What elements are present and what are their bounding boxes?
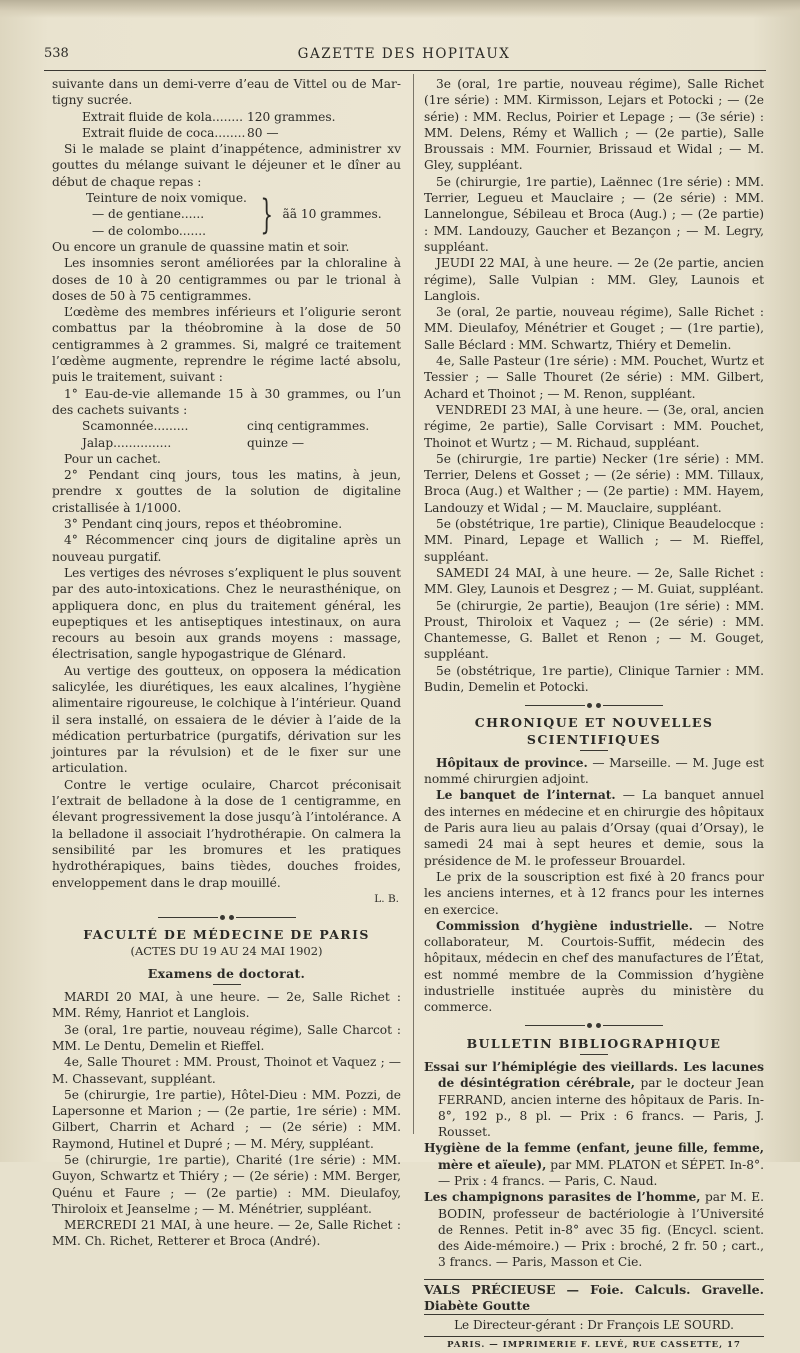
- section-title-chronique: CHRONIQUE ET NOUVELLES SCIENTIFIQUES: [474, 715, 714, 747]
- paragraph: suivante dans un demi-verre d’eau de Vittel ou de Mar-tigny sucrée.: [52, 77, 401, 108]
- bibliography-item: [424, 1140, 764, 1189]
- paragraph: Contre le vertige oculaire, Charcot préconisait l’extrait de belladone à la dose de 1 centigramme, en élevant progressivement la dose jusqu’à l’intolérance. A la belladone il associait l’hydrothérapie. On calmera la sensibilité par les bromures et les pratiques hydrothérapiques, bains tièdes, douches froides, enveloppement dans le drap mouillé.: [52, 777, 401, 890]
- tincture-list: [86, 190, 256, 239]
- paragraph: 4° Récommencer cinq jours de digitaline après un nouveau purgatif.: [52, 533, 401, 564]
- left-column: [52, 76, 401, 1250]
- news-item: [424, 755, 764, 788]
- prescription-line: [52, 109, 401, 125]
- tincture-line: — de gentiane......: [92, 207, 205, 222]
- book-details: par le docteur Jean FERRAND, ancien interne des hôpitaux de Paris. In-8°, 192 p., 8 pl. — Prix : 6 francs. — Paris, J. Rousset.: [438, 1076, 764, 1140]
- news-heading: Hôpitaux de province.: [436, 755, 588, 770]
- exam-entry: 3e (oral, 1re partie, nouveau régime), Salle Charcot : MM. Le Dentu, Demelin et Rieffel.: [52, 1022, 401, 1053]
- exam-entry: JEUDI 22 MAI, à une heure. — 2e (2e partie, ancien régime), Salle Vulpian : MM. Gley, Launois et Langlois.: [424, 256, 764, 303]
- exam-entry: 5e (chirurgie, 2e partie), Beaujon (1re série) : MM. Proust, Thiroloix et Vaquez ; — (2e série) : MM. Chantemesse, G. Ballet et Renon ; — M. Gouget, suppléant.: [424, 598, 764, 662]
- journal-title: GAZETTE DES HOPITAUX: [297, 46, 511, 62]
- column-divider: [413, 74, 414, 1134]
- exam-entry: VENDREDI 23 MAI, à une heure. — (3e, oral, ancien régime, 2e partie), Salle Corvisart : MM. Pouchet, Thoinot et Wurtz ; — M. Richaud, suppléant.: [424, 402, 764, 450]
- exam-entry: 4e, Salle Thouret : MM. Proust, Thoinot et Vaquez ; — M. Chassevant, suppléant.: [52, 1055, 401, 1086]
- exam-entry: 5e (chirurgie, 1re partie), Laënnec (1re série) : MM. Terrier, Legueu et Mauclaire ; — (2e série) : MM. Lannelongue, Sébileau et Broca (Aug.) ; — (2e partie) : MM. Landouzy, Gaucher et Bezançon ; — M. Legry, suppléant.: [424, 174, 764, 254]
- drug-name: Extrait fluide de coca........: [82, 125, 246, 140]
- footer-rule: [424, 1279, 764, 1280]
- director-line: Le Directeur-gérant : Dr François LE SOURD.: [424, 1314, 764, 1336]
- page-header: [44, 46, 764, 66]
- book-title: Essai sur l’hémiplégie des vieillards. Les lacunes de désintégration cérébrale,: [424, 1059, 764, 1091]
- exam-entry: 5e (obstétrique, 1re partie), Clinique Tarnier : MM. Budin, Demelin et Potocki.: [424, 663, 764, 694]
- prescription-kola: [52, 109, 401, 142]
- drug-dose: 80 —: [247, 125, 279, 140]
- tincture-line: — de colombo.......: [92, 223, 206, 238]
- exam-entry: 4e, Salle Pasteur (1re série) : MM. Pouchet, Wurtz et Tessier ; — Salle Thouret (2e série) : MM. Gilbert, Achard et Thoinot ; — M. Renon, suppléant.: [424, 354, 764, 401]
- news-item: [424, 787, 764, 868]
- exam-entry: MARDI 20 MAI, à une heure. — 2e, Salle Richet : MM. Rémy, Hanriot et Langlois.: [52, 990, 401, 1021]
- drug-name: Extrait fluide de kola........: [82, 109, 243, 124]
- prescription-line: [52, 435, 401, 451]
- paragraph: Les vertiges des névroses s’expliquent le plus souvent par des auto-intoxications. Chez le neurasthénique, on appliquera donc, en plus du traitement général, les eupeptiques et les antiseptiques intestinaux, on aura recours au besoin aux grands moyens : massage, électrisation, sangle hypogastrique de Glénard.: [52, 565, 401, 662]
- book-details: par MM. PLATON et SÉPET. In-8°. — Prix : 4 francs. — Paris, C. Naud.: [438, 1157, 764, 1188]
- paragraph: Au vertige des goutteux, on opposera la médication salicylée, les diurétiques, les eaux alcalines, l’hygiène alimentaire rigoureuse, le colchique à l’intérieur. Quand il sera installé, on essaiera de le dévier à l’aide de la médication perturbatrice (purgatifs, dérivation sur les jointures par la révulsion) et de le fixer sur une articulation.: [52, 663, 401, 776]
- exam-entry: 5e (chirurgie, 1re partie), Charité (1re série) : MM. Guyon, Schwartz et Thiéry ; — (2e série) : MM. Berger, Quénu et Faure ; — (2e partie) : MM. Dieulafoy, Thiroloix et Jeanselme ; — M. Ménétrier, suppléant.: [52, 1153, 401, 1216]
- tincture-dose: ãã 10 grammes.: [282, 207, 382, 222]
- paragraph: 1° Eau-de-vie allemande 15 à 30 grammes, ou l’un des cachets suivants :: [52, 386, 401, 417]
- section-title-bulletin: BULLETIN BIBLIOGRAPHIQUE: [466, 1035, 722, 1051]
- right-column: [424, 76, 764, 1353]
- paragraph: Si le malade se plaint d’inappétence, administrer xv gouttes du mélange suivant le déjeuner et le dîner au début de chaque repas :: [52, 142, 401, 189]
- news-text: — Marseille. — M. Juge est nommé chirurgien adjoint.: [424, 755, 764, 787]
- prescription-tinctures: [52, 190, 401, 239]
- book-title: Les champignons parasites de l’homme,: [424, 1190, 701, 1205]
- short-rule: [580, 750, 608, 751]
- header-rule: [44, 70, 766, 71]
- exam-entry: 3e (oral, 1re partie, nouveau régime), Salle Richet (1re série) : MM. Kirmisson, Lejars et Potocki ; — (2e série) : MM. Reclus, Poirier et Lepage ; — (3e série) : MM. Delens, Rémy et Wallich ; — (2e partie), Salle Broussais : MM. Fournier, Brissaud et Widal ; — M. Gley, suppléant.: [424, 77, 764, 173]
- printer-imprint: PARIS. — IMPRIMERIE F. LEVÉ, RUE CASSETTE, 17: [447, 1339, 741, 1350]
- section-subtitle: (ACTES DU 19 AU 24 MAI 1902): [130, 944, 323, 959]
- paragraph: Pour un cachet.: [64, 451, 161, 466]
- exam-entry: MERCREDI 21 MAI, à une heure. — 2e, Salle Richet : MM. Ch. Richet, Retterer et Broca (André).: [52, 1218, 401, 1249]
- paragraph: L’œdème des membres inférieurs et l’oligurie seront combattus par la théobromine à la dose de 50 centigrammes à 2 grammes. Si, malgré ce traitement l’œdème augmente, reprendre le régime lacté absolu, puis le traitement, suivant :: [52, 305, 401, 385]
- paragraph: Les insomnies seront améliorées par la chloraline à doses de 10 à 20 centigrammes ou par le trional à doses de 50 à 75 centigrammes.: [52, 256, 401, 303]
- bibliography-item: [424, 1189, 764, 1270]
- drug-dose: cinq centigrammes.: [247, 419, 370, 434]
- drug-name: Jalap...............: [82, 435, 172, 450]
- prescription-cachets: [52, 418, 401, 451]
- exam-entry: SAMEDI 24 MAI, à une heure. — 2e, Salle Richet : MM. Gley, Launois et Desgrez ; — M. Guiat, suppléant.: [424, 565, 764, 597]
- section-title-faculte: FACULTÉ DE MÉDECINE DE PARIS: [83, 927, 370, 943]
- prescription-line: [52, 418, 401, 434]
- drug-dose: quinze —: [247, 435, 305, 450]
- exam-entry: 5e (chirurgie, 1re partie), Hôtel-Dieu : MM. Pozzi, de Lapersonne et Marion ; — (2e partie, 1re série) : MM. Gilbert, Charrin et Achard ; — (2e série) : MM. Raymond, Hutinel et Dupré ; — M. Méry, suppléant.: [52, 1087, 401, 1151]
- book-title: Hygiène de la femme (enfant, jeune fille, femme, mère et aïeule),: [424, 1141, 764, 1172]
- news-text: — La banquet annuel des internes en médecine et en chirurgie des hôpitaux de Paris aura lieu au palais d’Orsay (quai d’Orsay), le samedi 24 mai à sept heures et demie, sous la présidence de M. le professeur Brouardel.: [424, 788, 764, 868]
- news-heading: Commission d’hygiène industrielle.: [436, 918, 693, 933]
- exam-entry: 5e (chirurgie, 1re partie) Necker (1re série) : MM. Terrier, Delens et Gosset ; — (2e série) : MM. Tillaux, Broca (Aug.) et Walther ; — (2e partie) : MM. Hayem, Landouzy et Widal ; — M. Mauclaire, suppléant.: [424, 451, 764, 515]
- tincture-line: Teinture de noix vomique.: [86, 191, 247, 206]
- exam-entry: 5e (obstétrique, 1re partie), Clinique Beaudelocque : MM. Pinard, Lepage et Wallich ; — M. Rieffel, suppléant.: [424, 517, 764, 564]
- subsection-title: Examens de doctorat.: [147, 965, 306, 981]
- brace: }: [260, 191, 274, 238]
- paragraph: Ou encore un granule de quassine matin et soir.: [52, 239, 350, 254]
- news-item: [424, 918, 764, 1016]
- exam-entry: 3e (oral, 2e partie, nouveau régime), Salle Richet : MM. Dieulafoy, Ménétrier et Gouget ; — (1re partie), Salle Béclard : MM. Schwartz, Thiéry et Demelin.: [424, 305, 764, 352]
- news-heading: Le banquet de l’internat.: [436, 788, 616, 803]
- short-rule: [580, 1054, 608, 1055]
- news-text: — Notre collaborateur, M. Courtois-Suffit, médecin des hôpitaux, médecin en chef des manufactures de l’État, est nommé membre de la Commission d’hygiène industrielle instituée auprès du ministère du commerce.: [424, 918, 765, 1015]
- paragraph: 2° Pendant cinq jours, tous les matins, à jeun, prendre x gouttes de la solution de digitaline cristallisée à 1/1000.: [52, 468, 401, 515]
- signature: L. B.: [374, 892, 399, 905]
- drug-dose: 120 grammes.: [247, 109, 336, 124]
- paragraph: 3° Pendant cinq jours, repos et théobromine.: [64, 517, 343, 532]
- bibliography-item: [424, 1059, 764, 1140]
- advertisement: VALS PRÉCIEUSE — Foie. Calculs. Gravelle. Diabète Goutte: [424, 1281, 764, 1314]
- drug-name: Scamonnée.........: [82, 419, 189, 434]
- prescription-line: [52, 125, 401, 141]
- section-separator: [52, 913, 401, 921]
- book-details: par M. E. BODIN, professeur de bactériologie à l’Université de Rennes. Petit in-8° avec 35 fig. (Encycl. scient. des Aide-mémoire.) — Prix : broché, 2 fr. 50 ; cart., 3 francs. — Paris, Masson et Cie.: [438, 1190, 764, 1270]
- section-separator: [424, 1022, 764, 1030]
- short-rule: [213, 984, 241, 985]
- section-separator: [424, 701, 764, 709]
- news-item: Le prix de la souscription est fixé à 20 francs pour les anciens internes, et à 12 francs pour les internes en exercice.: [424, 869, 764, 917]
- page-number: 538: [44, 46, 69, 61]
- page-edge-shadow: [0, 0, 800, 18]
